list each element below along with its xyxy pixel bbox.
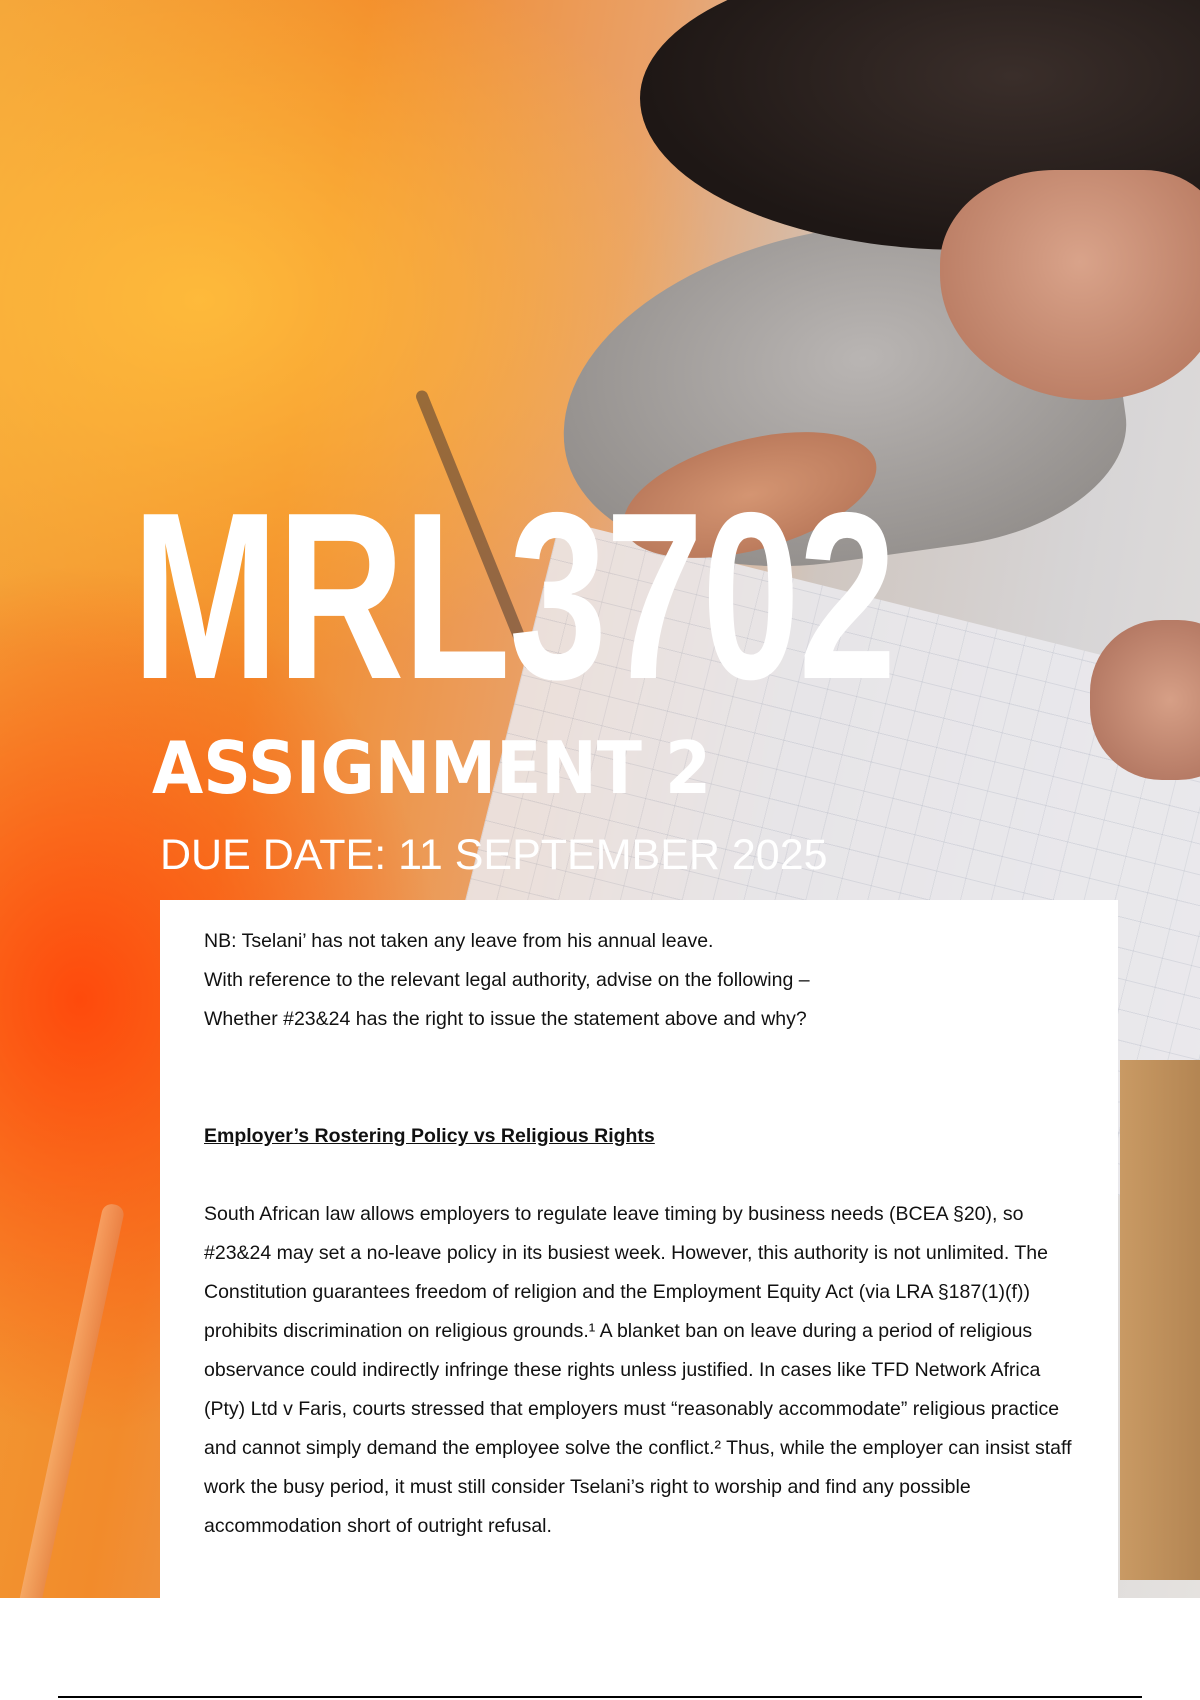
content-body xyxy=(204,922,1074,1546)
section-paragraph: South African law allows employers to regulate leave timing by business needs (BCEA §20), so #23&24 may set a no-leave policy in its busiest week. However, this authority is not unlimited. The Constitution guarantees freedom of religion and the Employment Equity Act (via LRA §187(1)(f)) prohibits discrimination on religious grounds.¹ A blanket ban on leave during a period of religious observance could indirectly infringe these rights unless justified. In cases like TFD Network Africa (Pty) Ltd v Faris, courts stressed that employers must “reasonably accommodate” religious practice and cannot simply demand the employee solve the conflict.² Thus, while the employer can insist staff work the busy period, it must still consider Tselani’s right to worship and find any possible accommodation short of outright refusal. xyxy=(204,1203,1072,1537)
content-panel xyxy=(160,900,1118,1598)
assignment-title: ASSIGNMENT 2 xyxy=(152,726,712,810)
due-date: DUE DATE: 11 SEPTEMBER 2025 xyxy=(160,831,828,879)
section-heading: Employer’s Rostering Policy vs Religious Rights xyxy=(204,1125,655,1147)
intro-line-2: With reference to the relevant legal authority, advise on the following – xyxy=(204,969,810,991)
intro-line-3: Whether #23&24 has the right to issue the statement above and why? xyxy=(204,1008,807,1030)
intro-line-1: NB: Tselani’ has not taken any leave from his annual leave. xyxy=(204,930,714,952)
course-code-title: MRL3702 xyxy=(132,464,895,729)
photo-pencil-foreground xyxy=(17,1202,126,1598)
photo-desk-edge xyxy=(1120,1060,1200,1580)
footer-divider xyxy=(58,1696,1142,1698)
